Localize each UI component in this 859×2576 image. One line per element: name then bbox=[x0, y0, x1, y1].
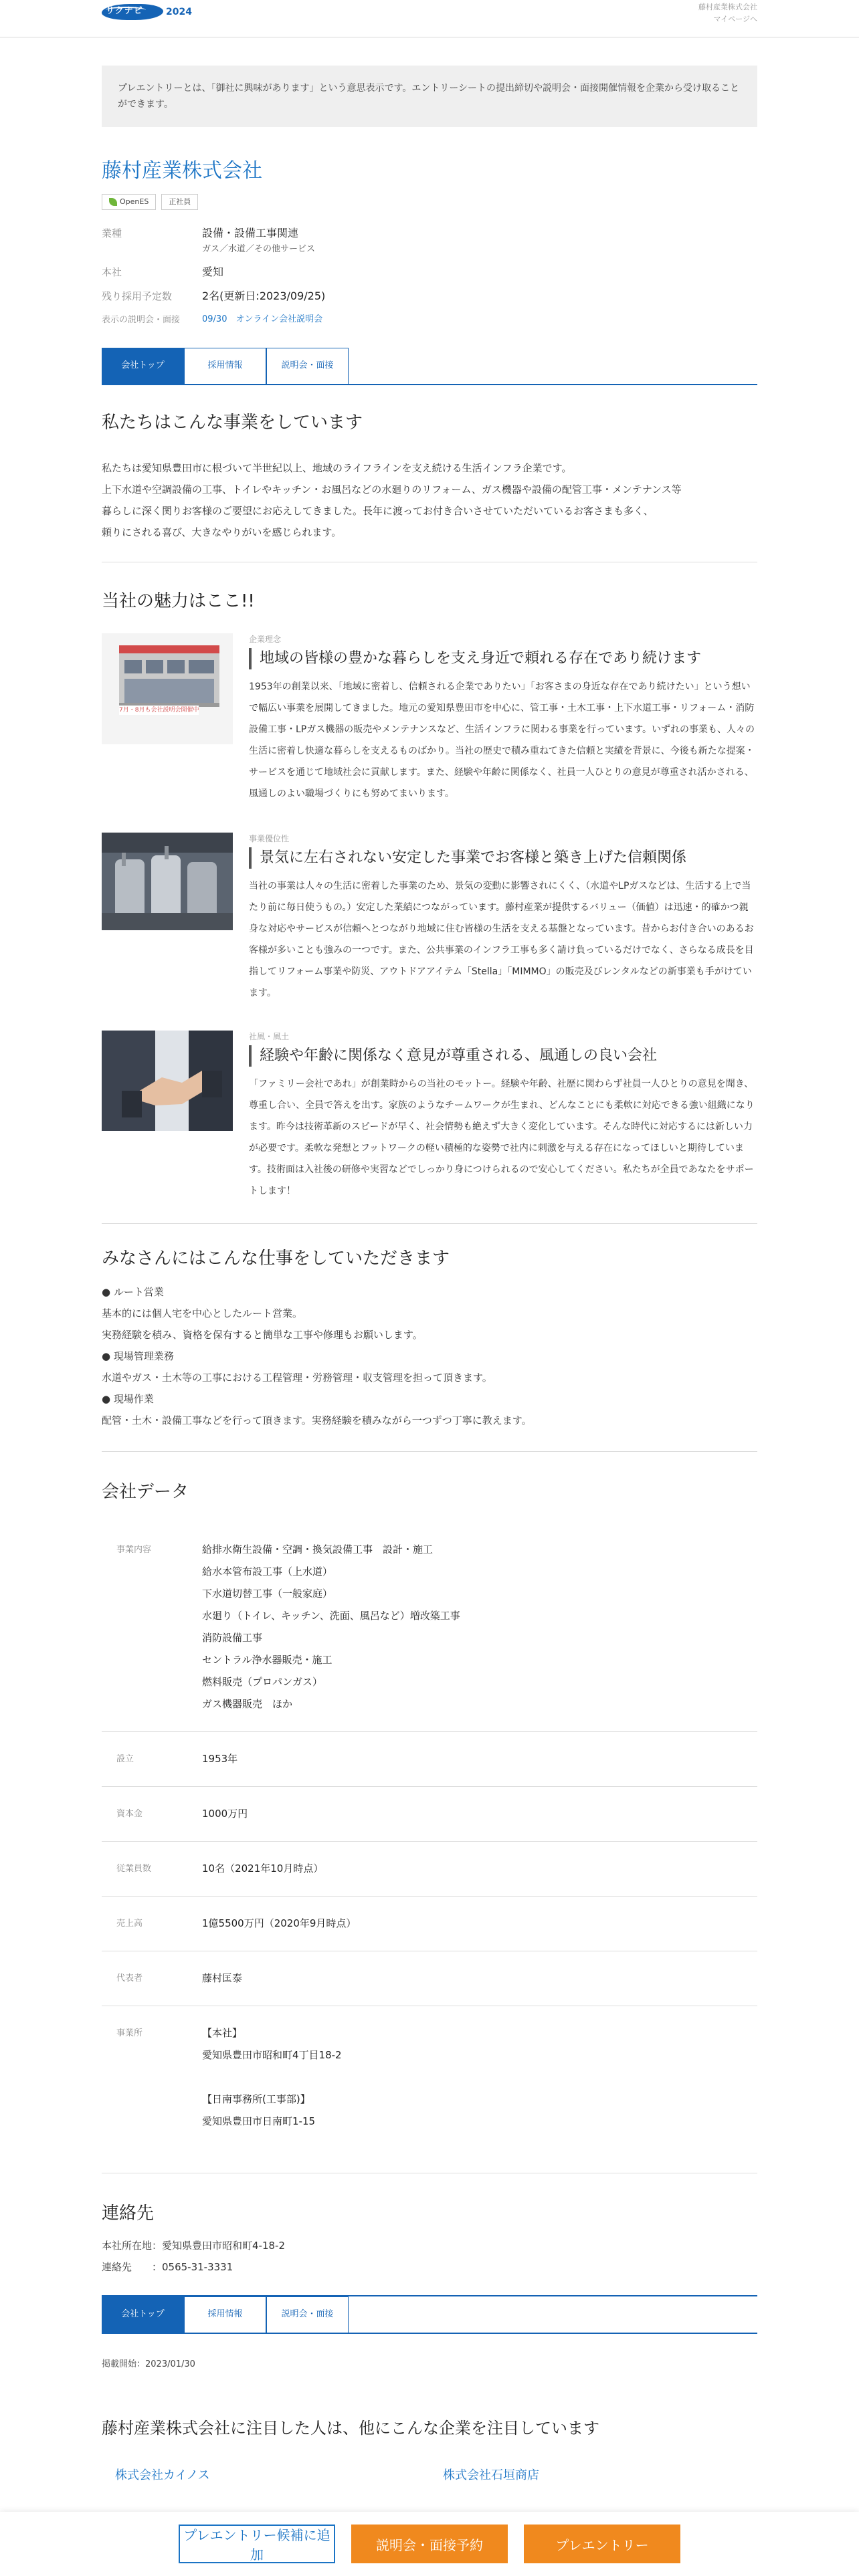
charm-category: 事業優位性 bbox=[249, 834, 290, 843]
data-line: 【本社】 bbox=[202, 2027, 243, 2039]
related-company[interactable] bbox=[430, 2467, 757, 2484]
logo-year: 2024 bbox=[166, 7, 192, 17]
business-line: 上下水道や空調設備の工事、トイレやキッチン・お風呂などの水廻りのリフォーム、ガス機器や設備の配管工事・メンテナンス等 bbox=[102, 484, 682, 496]
data-row bbox=[102, 1951, 757, 2006]
work-line: 実務経験を積み、資格を保有すると簡単な工事や修理もお願いします。 bbox=[102, 1329, 423, 1341]
data-row bbox=[102, 1787, 757, 1842]
data-label: 売上高 bbox=[116, 1919, 143, 1929]
business-section bbox=[102, 385, 757, 562]
office-building-image bbox=[102, 633, 233, 744]
data-line: 燃料販売（プロパンガス） bbox=[202, 1676, 323, 1688]
info-industry bbox=[102, 225, 757, 257]
image-caption: 7月・8月も会社説明会開催中 bbox=[119, 707, 199, 714]
charm-heading: 地域の皆様の豊かな暮らしを支え身近で頼れる存在であり続けます bbox=[249, 648, 757, 669]
info-label: 業種 bbox=[102, 227, 122, 239]
data-line: 【日南事務所(工事部)】 bbox=[202, 2093, 310, 2105]
info-industry-sub: ガス／水道／その他サービス bbox=[202, 244, 316, 254]
charm-text: 1953年の創業以来、「地域に密着し、信頼される企業でありたい」「お客さまの身近な存在であり続けたい」という想いで幅広い事業を展開してきました。地元の愛知県豊田市を中心に、管工事・土木工事・上下水道工事・リフォーム・消防設備工事・LPガス機器の販売やメンテナンスなど、生活インフラに関わる事業を行っています。いずれの事業も、人々の生活に密着し快適な暮らしを支えるものばかり。当社の歴史で積み重ねてきた信頼と実績を背景に、今後も新たな提案・サービスを通じて地域社会に貢献します。また、経験や年齢に関係なく、社員一人ひとりの意見が尊重され活かされる、風通しのよい職場づくりにも努めてまいります。 bbox=[249, 681, 755, 799]
charm-text: 「ファミリー会社であれ」が創業時からの当社のモットー。経験や年齢、社歴に関わらず社員一人ひとりの意見を聞き、尊重し合い、全員で答えを出す。家族のようなチームワークが生まれ、どんなことにも柔軟に対応できる強い組織になります。昨今は技術革新のスピードが早く、社会情勢も絶えず大きく変化しています。そんな時代に対応するには新しい力が必要です。柔軟な発想とフットワークの軽い積極的な姿勢で社内に刺激を与える存在になってほしいと期待しています。技術面は入社後の研修や実習などでしっかり身につけられるので安心してください。私たちが全員であなたをサポートします！ bbox=[249, 1079, 755, 1196]
contact-phone: 連絡先 ：0565-31-3331 bbox=[102, 2261, 233, 2273]
contact-address: 本社所在地：愛知県豊田市昭和町4-18-2 bbox=[102, 2240, 286, 2252]
company-name: 藤村産業株式会社 bbox=[102, 159, 262, 183]
section-title: みなさんにはこんな仕事をしていただきます bbox=[102, 1249, 450, 1269]
charm-heading: 景気に左右されない安定した事業でお客様と築き上げた信頼関係 bbox=[249, 847, 757, 869]
openes-badge: OpenES bbox=[102, 194, 156, 210]
charm-item bbox=[102, 633, 757, 804]
header-mypage-link[interactable]: マイページへ bbox=[713, 15, 757, 23]
info-label: 残り採用予定数 bbox=[102, 290, 173, 302]
data-label: 事業所 bbox=[116, 2028, 143, 2038]
data-line: 1000万円 bbox=[202, 1808, 248, 1820]
charm-text: 当社の事業は人々の生活に密着した事業のため、景気の変動に影響されにくく、（水道やLPガスなどは、生活する上で当たり前に毎日使うもの。）安定した業績につながっています。藤村産業が提供するバリュー（価値）は迅速・的確かつ親身な対応やサービスが信頼へとつながり地域に住む皆様の生活を支える基盤となっています。昔からお付き合いのあるお客様が多いことも強みの一つです。また、公共事業のインフラ工事も多く請け負っているだけでなく、さらなる成長を目指してリフォーム事業や防災、アウトドアアイテム「Stella」「MIMMO」の販売及びレンタルなどの新事業も手がけています。 bbox=[249, 881, 754, 998]
data-line: 消防設備工事 bbox=[202, 1632, 263, 1644]
section-title: 藤村産業株式会社に注目した人は、他にこんな企業を注目しています bbox=[102, 2418, 599, 2438]
company-info bbox=[102, 225, 757, 329]
business-line: 暮らしに深く関りお客様のご要望にお応えしてきました。長年に渡ってお付き合いさせていただいているお客さまも多く、 bbox=[102, 505, 654, 517]
logo-text: リクナビ bbox=[106, 6, 143, 16]
contact-section bbox=[102, 2173, 757, 2278]
seminar-date: 09/30 bbox=[202, 314, 227, 324]
data-label: 従業員数 bbox=[116, 1864, 152, 1874]
seminar-link[interactable]: オンライン会社説明会 bbox=[235, 314, 323, 324]
company-tabs-bottom bbox=[102, 2295, 757, 2334]
pre-entry-notice: プレエントリーとは、「御社に興味があります」という意思表示です。エントリーシートの提出締切や説明会・面接開催情報を企業から受け取ることができます。 bbox=[102, 66, 757, 127]
tab-recruit-info[interactable]: 採用情報 bbox=[184, 348, 266, 384]
data-line: 給水本管布設工事（上水道） bbox=[202, 1566, 333, 1578]
main-content bbox=[102, 66, 757, 2484]
tab-recruit-info[interactable]: 採用情報 bbox=[184, 2296, 266, 2333]
add-pre-entry-candidate-button[interactable]: プレエントリー候補に追加 bbox=[179, 2525, 335, 2563]
related-section bbox=[102, 2416, 757, 2484]
site-header bbox=[0, 0, 859, 37]
tab-company-top[interactable]: 会社トップ bbox=[102, 348, 184, 384]
business-line: 頼りにされる喜び、大きなやりがいを感じられます。 bbox=[102, 526, 342, 538]
section-title: 会社データ bbox=[102, 1482, 189, 1502]
data-line: 愛知県豊田市日南町1-15 bbox=[202, 2115, 316, 2127]
section-title: 当社の魅力はここ!! bbox=[102, 591, 255, 611]
work-line: 配管・土木・設備工事などを行って頂きます。実務経験を積みながら一つずつ丁寧に教えます。 bbox=[102, 1414, 532, 1426]
data-row bbox=[102, 1842, 757, 1897]
company-data-section bbox=[102, 1452, 757, 2173]
fulltime-badge: 正社員 bbox=[161, 194, 198, 210]
info-hq bbox=[102, 263, 757, 281]
company-tabs bbox=[102, 348, 757, 385]
data-label: 設立 bbox=[116, 1754, 134, 1764]
tab-company-top[interactable]: 会社トップ bbox=[102, 2296, 184, 2333]
info-seminar bbox=[102, 312, 757, 329]
work-line: ● ルート営業 bbox=[102, 1286, 164, 1298]
header-company: 藤村産業株式会社 bbox=[698, 3, 757, 11]
data-line: 1億5500万円（2020年9月時点） bbox=[202, 1917, 357, 1929]
tab-seminar[interactable]: 説明会・面接 bbox=[266, 348, 349, 384]
tab-seminar[interactable]: 説明会・面接 bbox=[266, 2296, 349, 2333]
related-company-name[interactable]: 株式会社石垣商店 bbox=[443, 2468, 539, 2482]
data-row bbox=[102, 2006, 757, 2149]
charm-section bbox=[102, 562, 757, 1224]
bottom-action-bar bbox=[0, 2512, 859, 2576]
work-line: ● 現場作業 bbox=[102, 1393, 154, 1405]
related-company[interactable] bbox=[102, 2467, 430, 2484]
charm-heading: 経験や年齢に関係なく意見が尊重される、風通しの良い会社 bbox=[249, 1045, 757, 1067]
info-remaining bbox=[102, 288, 757, 305]
charm-item bbox=[102, 833, 757, 1004]
leaf-icon bbox=[109, 198, 117, 206]
charm-category: 企業理念 bbox=[249, 635, 282, 644]
data-line: 10名（2021年10月時点） bbox=[202, 1862, 324, 1874]
data-line: セントラル浄水器販売・施工 bbox=[202, 1654, 332, 1666]
company-badges bbox=[102, 194, 757, 210]
charm-item bbox=[102, 1031, 757, 1202]
posted-date: 掲載開始：2023/01/30 bbox=[102, 2359, 195, 2369]
data-line: 給排水衛生設備・空調・換気設備工事 設計・施工 bbox=[202, 1543, 434, 1555]
seminar-reservation-button[interactable]: 説明会・面接予約 bbox=[351, 2525, 508, 2563]
work-line: 水道やガス・土木等の工事における工程管理・労務管理・収支管理を担って頂きます。 bbox=[102, 1372, 492, 1384]
handshake-image bbox=[102, 1031, 233, 1131]
info-remaining-value: 2名(更新日:2023/09/25) bbox=[202, 290, 326, 302]
data-line: 愛知県豊田市昭和町4丁目18-2 bbox=[202, 2049, 342, 2061]
data-label: 代表者 bbox=[116, 1973, 143, 1983]
pre-entry-button[interactable]: プレエントリー bbox=[524, 2525, 680, 2563]
info-industry-value: 設備・設備工事関連 bbox=[202, 227, 299, 239]
water-tanks-image bbox=[102, 833, 233, 930]
data-line: 藤村匡泰 bbox=[202, 1972, 243, 1984]
info-label: 表示の説明会・面接 bbox=[102, 315, 181, 325]
data-label: 事業内容 bbox=[116, 1545, 152, 1555]
data-line: 水廻り（トイレ、キッチン、洗面、風呂など）増改築工事 bbox=[202, 1610, 460, 1622]
section-title: 連絡先 bbox=[102, 2204, 155, 2224]
data-line: 1953年 bbox=[202, 1753, 238, 1765]
data-row bbox=[102, 1897, 757, 1951]
work-section bbox=[102, 1224, 757, 1452]
data-line: ガス機器販売 ほか bbox=[202, 1698, 293, 1710]
related-company-name[interactable]: 株式会社カイノス bbox=[115, 2468, 210, 2482]
data-line: 下水道切替工事（一般家庭） bbox=[202, 1588, 333, 1600]
data-label: 資本金 bbox=[116, 1809, 143, 1819]
business-line: 私たちは愛知県豊田市に根づいて半世紀以上、地域のライフラインを支え続ける生活インフラ企業です。 bbox=[102, 462, 572, 474]
rikunabi-logo[interactable] bbox=[102, 3, 202, 23]
data-row bbox=[102, 1732, 757, 1787]
work-line: 基本的には個人宅を中心としたルート営業。 bbox=[102, 1307, 303, 1319]
work-line: ● 現場管理業務 bbox=[102, 1350, 174, 1362]
header-right bbox=[698, 1, 757, 25]
data-row bbox=[102, 1523, 757, 1732]
section-title: 私たちはこんな事業をしています bbox=[102, 413, 363, 433]
charm-category: 社風・風土 bbox=[249, 1032, 290, 1041]
info-label: 本社 bbox=[102, 266, 122, 278]
info-hq-value: 愛知 bbox=[202, 265, 224, 278]
